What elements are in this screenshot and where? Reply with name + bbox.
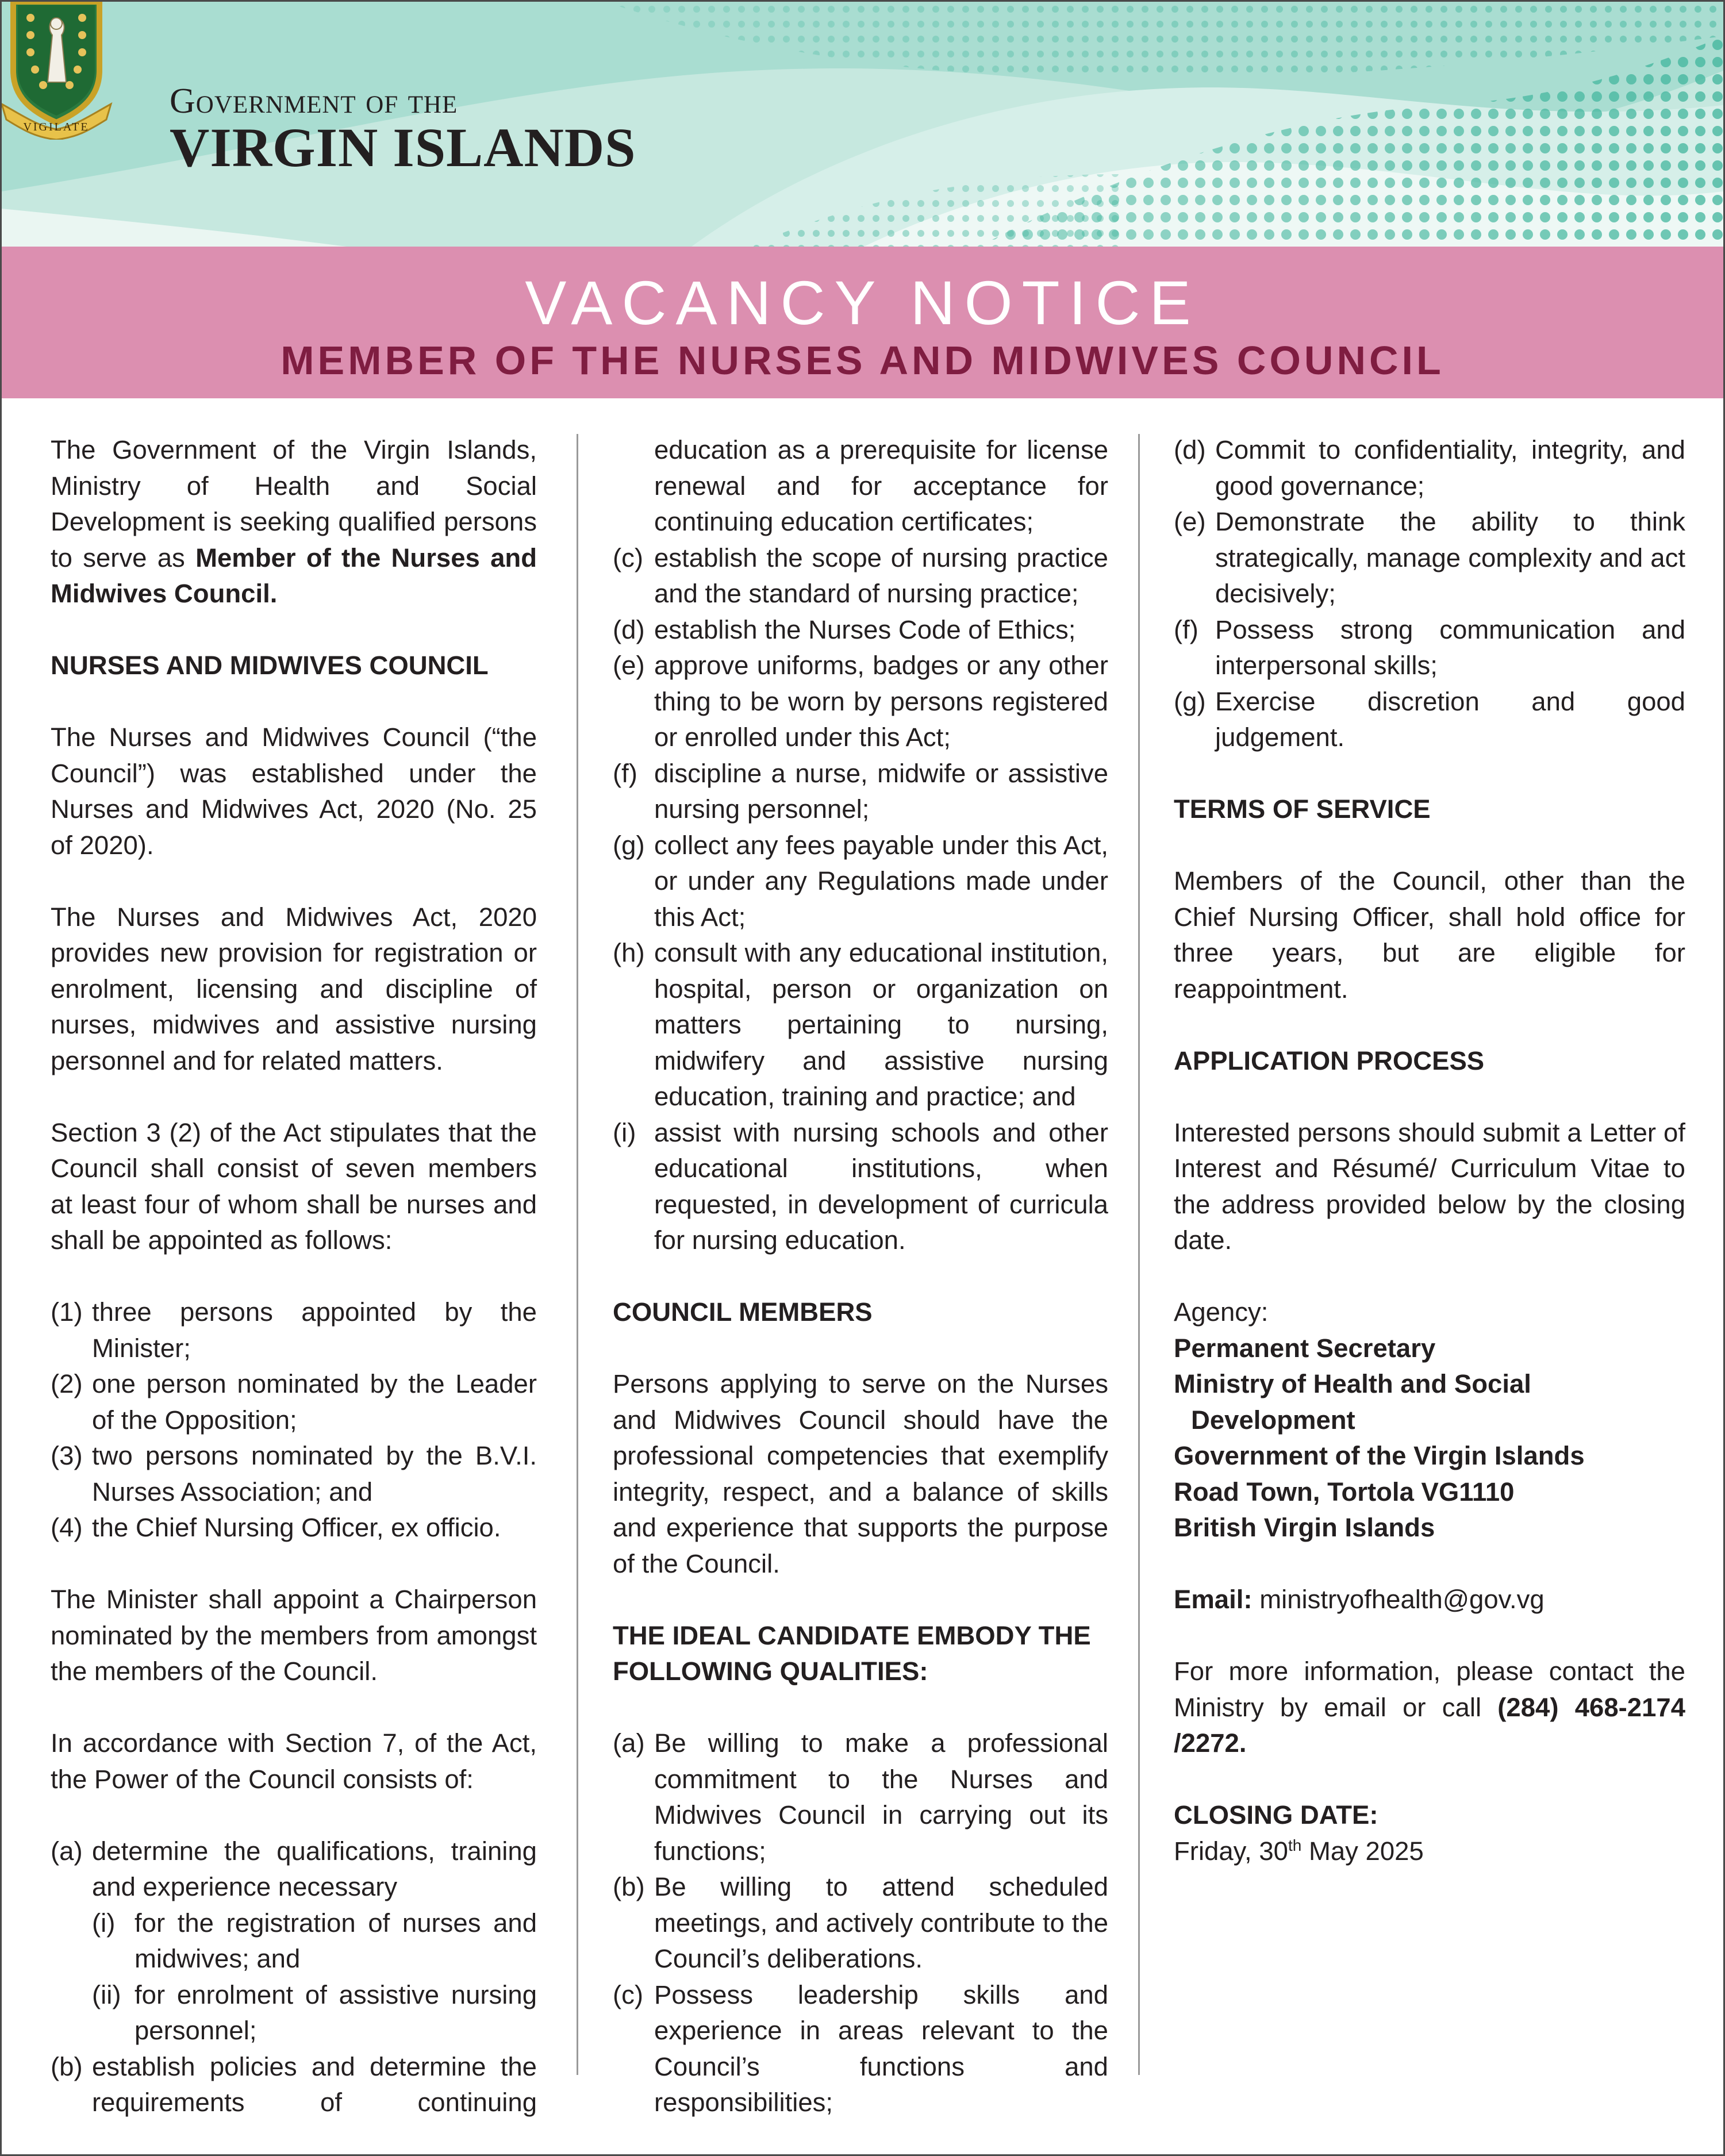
heading-council: NURSES AND MIDWIVES COUNCIL [51,651,489,680]
powers-list [51,1834,537,2121]
closing-day: Friday, 30 [1174,1836,1288,1866]
column-3 [1174,432,1685,1869]
agency-address [1174,1331,1685,1546]
list-marker: (b) [613,1872,645,1901]
list-text: Demonstrate the ability to think strategically, manage complexity and act decisively; [1215,507,1685,608]
agency-label: Agency: [1174,1297,1269,1327]
list-marker: (g) [613,830,645,860]
sub-marker: (ii) [92,1980,121,2009]
list-item [51,2049,537,2121]
closing-label: CLOSING DATE: [1174,1800,1378,1830]
list-marker: (f) [1174,614,1198,644]
column-1 [51,432,537,2121]
list-marker: (d) [613,614,645,644]
address-line: Ministry of Health and Social [1174,1369,1531,1398]
list-marker: (c) [613,543,644,572]
email-link[interactable]: ministryofhealth@gov.vg [1259,1585,1545,1614]
list-text: Possess strong communication and interpersonal skills; [1215,614,1685,680]
address-line: Road Town, Tortola VG1110 [1174,1477,1515,1506]
column-2 [613,432,1108,2121]
list-item [51,1510,537,1546]
sub-list [92,1905,537,2049]
list-item [613,648,1108,756]
sub-text: for the registration of nurses and midwives; and [135,1908,537,1973]
contact-text: For more information, please contact the Ministry by email or call [1174,1657,1685,1722]
contact-phone[interactable]: (284) 468-2174 /2272. [1174,1692,1685,1758]
motto-text: VIGILATE [23,121,90,133]
sub-list-item [92,1977,537,2049]
list-item [613,1115,1108,1259]
para-members: Persons applying to serve on the Nurses and Midwives Council should have the professional competencies that exemplify integrity, respect, and a balance of skills and experience that supports the purpose of the Council. [613,1369,1108,1578]
list-marker: (e) [1174,507,1206,536]
address-line: Permanent Secretary [1174,1333,1436,1363]
list-marker: (a) [51,1836,83,1866]
sub-marker: (i) [92,1908,116,1938]
list-marker: (2) [51,1369,83,1398]
vacancy-title: VACANCY NOTICE [525,268,1200,337]
government-name [170,82,636,178]
list-text: the Chief Nursing Officer, ex officio. [92,1513,501,1542]
list-text: three persons appointed by the Minister; [92,1297,537,1363]
intro-text: The Government of the Virgin Islands, Ministry of Health and Social Development is seeking qualified persons to serve as [51,435,537,572]
list-text: Exercise discretion and good judgement. [1215,686,1685,752]
column-divider-1 [577,434,578,2075]
list-item [613,756,1108,828]
list-item [1174,432,1685,504]
list-marker: (g) [1174,686,1206,716]
list-marker: (e) [613,651,645,680]
list-text: Be willing to attend scheduled meetings, and actively contribute to the Council’s deliberations. [654,1872,1108,1973]
list-item-continued [613,432,1108,540]
list-text: discipline a nurse, midwife or assistive nursing personnel; [654,758,1108,824]
list-text: collect any fees payable under this Act, or under any Regulations made under this Act; [654,830,1108,932]
intro-paragraph [51,432,537,612]
list-item [613,1977,1108,2121]
heading-ideal: THE IDEAL CANDIDATE EMBODY THE FOLLOWING QUALITIES: [613,1620,1091,1686]
address-line: British Virgin Islands [1174,1513,1435,1542]
list-item [613,828,1108,936]
list-text: assist with nursing schools and other educational institutions, when requested, in development of curricula for nursing education. [654,1117,1108,1255]
position-subtitle: MEMBER OF THE NURSES AND MIDWIVES COUNCIL [281,338,1444,383]
qualities-list [613,1725,1108,2121]
closing-rest: May 2025 [1301,1836,1424,1866]
list-marker: (f) [613,758,637,788]
title-band [2,247,1723,398]
email-line [1174,1582,1685,1618]
list-text: establish policies and determine the requirements of continuing [92,2051,537,2117]
list-item [613,935,1108,1115]
list-item [51,1834,537,2049]
list-text: two persons nominated by the B.V.I. Nurses Association; and [92,1441,537,1506]
para-terms: Members of the Council, other than the Chief Nursing Officer, shall hold office for three years, but are eligible for reappointment. [1174,866,1685,1004]
sub-list-item [92,1905,537,1977]
para-section7: In accordance with Section 7, of the Act, the Power of the Council consists of: [51,1728,537,1794]
list-item [51,1366,537,1438]
sub-text: for enrolment of assistive nursing personnel; [135,1980,537,2045]
para-section3: Section 3 (2) of the Act stipulates that the Council shall consist of seven members at least four of whom shall be nurses and shall be appointed as follows: [51,1117,537,1255]
para-application: Interested persons should submit a Letter of Interest and Résumé/ Curriculum Vitae to the address provided below by the closing date. [1174,1117,1685,1255]
list-item [1174,612,1685,684]
list-marker: (c) [613,1980,644,2009]
list-item [613,1869,1108,1977]
list-item [613,1725,1108,1869]
heading-members: COUNCIL MEMBERS [613,1297,873,1327]
list-item [613,612,1108,648]
list-item [51,1294,537,1366]
closing-superscript: th [1288,1836,1302,1854]
list-item [51,1438,537,1510]
list-marker: (3) [51,1441,83,1470]
para-chair: The Minister shall appoint a Chairperson nominated by the members from amongst the members of the Council. [51,1585,537,1686]
list-marker: (1) [51,1297,83,1327]
para-established: The Nurses and Midwives Council (“the Council”) was established under the Nurses and Midwives Act, 2020 (No. 25 of 2020). [51,722,537,860]
list-text: determine the qualifications, training and experience necessary [92,1836,537,1901]
list-item [613,540,1108,612]
list-marker: (b) [51,2051,83,2081]
list-text: Possess leadership skills and experience in areas relevant to the Council’s functions and responsibilities; [654,1980,1108,2117]
members-list [51,1294,537,1546]
list-marker: (4) [51,1513,83,1542]
list-text: approve uniforms, badges or any other thing to be worn by persons registered or enrolled under this Act; [654,651,1108,752]
para-act: The Nurses and Midwives Act, 2020 provides new provision for registration or enrolment, licensing and discipline of nurses, midwives and assistive nursing personnel and for related matters. [51,902,537,1075]
powers-list-continued [613,432,1108,1259]
address-line: Government of the Virgin Islands [1174,1441,1585,1470]
list-marker: (a) [613,1728,645,1758]
list-text: establish the scope of nursing practice and the standard of nursing practice; [654,543,1108,608]
list-text: education as a prerequisite for license renewal and for acceptance for continuing education certificates; [654,435,1108,536]
column-divider-2 [1138,434,1140,2075]
header [2,2,1723,247]
qualities-list-continued [1174,432,1685,756]
intro-bold: Member of the Nurses and Midwives Council. [51,543,537,608]
list-marker: (d) [1174,435,1206,464]
list-item [1174,504,1685,612]
list-text: one person nominated by the Leader of the Opposition; [92,1369,537,1435]
government-line-1: Government of the [170,82,458,121]
contact-paragraph [1174,1654,1685,1762]
heading-terms: TERMS OF SERVICE [1174,794,1431,824]
list-text: Be willing to make a professional commitment to the Nurses and Midwives Council in carrying out its functions; [654,1728,1108,1866]
list-marker: (h) [613,938,645,967]
closing-date [1174,1834,1685,1870]
list-text: establish the Nurses Code of Ethics; [654,614,1076,644]
heading-application: APPLICATION PROCESS [1174,1046,1485,1075]
government-line-2: VIRGIN ISLANDS [170,117,636,178]
list-marker: (i) [613,1117,636,1147]
list-item [1174,684,1685,756]
list-text: consult with any educational institution, hospital, person or organization on matters pertaining to nursing, midwifery and assistive nursing education, training and practice; and [654,938,1108,1111]
email-label: Email: [1174,1585,1253,1614]
address-line: Development [1191,1405,1355,1435]
coat-of-arms-icon [2,2,140,140]
list-text: Commit to confidentiality, integrity, and good governance; [1215,435,1685,501]
